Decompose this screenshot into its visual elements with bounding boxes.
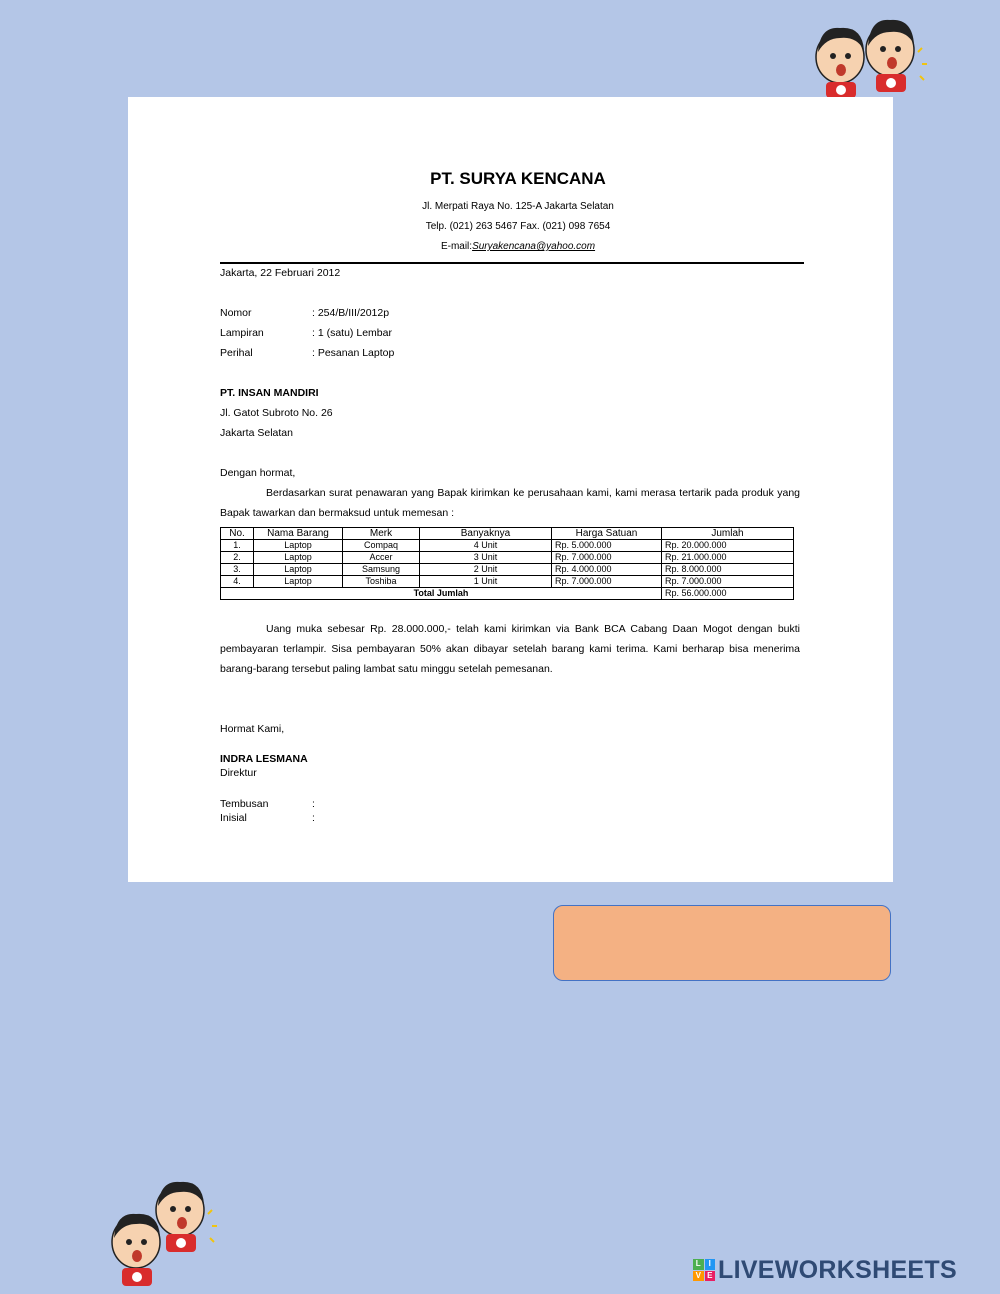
cell-brand: Toshiba — [343, 576, 420, 588]
place-date: Jakarta, 22 Februari 2012 — [220, 267, 341, 279]
cell-no: 1. — [221, 540, 254, 552]
meta-value: : 254/B/III/2012p — [312, 307, 390, 319]
recipient-street: Jl. Gatot Subroto No. 26 — [220, 407, 333, 419]
logo-letter: I — [705, 1259, 716, 1270]
meta-perihal — [220, 347, 394, 359]
footer-value: : — [312, 798, 315, 810]
cell-unit-price: Rp. 7.000.000 — [552, 576, 662, 588]
mascot-top-illustration — [808, 12, 938, 98]
liveworksheets-brand[interactable] — [693, 1255, 957, 1285]
table-row — [221, 552, 794, 564]
col-header: No. — [221, 528, 254, 540]
cell-amount: Rp. 7.000.000 — [662, 576, 794, 588]
col-header: Merk — [343, 528, 420, 540]
cell-item: Laptop — [254, 552, 343, 564]
col-header: Banyaknya — [420, 528, 552, 540]
meta-label: Nomor — [220, 307, 252, 319]
company-email-line — [128, 241, 893, 252]
email-link[interactable]: Suryakencana@yahoo.com — [472, 241, 596, 252]
meta-nomor — [220, 307, 389, 319]
total-value: Rp. 56.000.000 — [662, 588, 794, 600]
body-paragraph — [220, 619, 800, 679]
cell-unit-price: Rp. 5.000.000 — [552, 540, 662, 552]
table-row — [221, 564, 794, 576]
brand-name: LIVEWORKSHEETS — [718, 1255, 957, 1284]
footer-label: Tembusan — [220, 798, 269, 810]
email-label: E-mail: — [440, 241, 473, 252]
recipient-name: PT. INSAN MANDIRI — [220, 387, 319, 399]
mascot-bottom-illustration — [104, 1180, 234, 1290]
meta-lampiran — [220, 327, 392, 339]
intro-text: Berdasarkan surat penawaran yang Bapak kirimkan ke perusahaan kami, kami merasa tertarik pada produk yang Bapak tawarkan dan bermaksud untuk memesan : — [220, 487, 800, 519]
cell-amount: Rp. 21.000.000 — [662, 552, 794, 564]
cell-item: Laptop — [254, 564, 343, 576]
cell-brand: Samsung — [343, 564, 420, 576]
letterhead-divider — [220, 262, 804, 264]
footer-label: Inisial — [220, 812, 247, 824]
recipient-city: Jakarta Selatan — [220, 427, 293, 439]
table-row — [221, 576, 794, 588]
cell-amount: Rp. 20.000.000 — [662, 540, 794, 552]
meta-label: Perihal — [220, 347, 253, 359]
cell-amount: Rp. 8.000.000 — [662, 564, 794, 576]
intro-paragraph — [220, 483, 800, 523]
cell-no: 2. — [221, 552, 254, 564]
footer-tembusan — [220, 798, 315, 810]
order-table — [220, 527, 794, 600]
footer-inisial — [220, 812, 315, 824]
signer-title: Direktur — [220, 767, 257, 779]
cell-no: 4. — [221, 576, 254, 588]
logo-letter: E — [705, 1271, 716, 1282]
company-address: Jl. Merpati Raya No. 125-A Jakarta Selatan — [422, 201, 614, 212]
logo-letter: L — [693, 1259, 704, 1270]
logo-letter: V — [693, 1271, 704, 1282]
company-phone: Telp. (021) 263 5467 Fax. (021) 098 7654 — [425, 221, 611, 232]
table-header-row — [221, 528, 794, 540]
meta-value: : Pesanan Laptop — [312, 347, 395, 359]
liveworksheets-logo-icon — [693, 1259, 715, 1281]
cell-item: Laptop — [254, 540, 343, 552]
cell-qty: 2 Unit — [420, 564, 552, 576]
cell-unit-price: Rp. 7.000.000 — [552, 552, 662, 564]
table-total-row — [221, 588, 794, 600]
body-text: Uang muka sebesar Rp. 28.000.000,- telah kami kirimkan via Bank BCA Cabang Daan Mogot dengan bukti pembayaran terlampir. Sisa pembayaran 50% akan dibayar setelah barang kami terima. Kami berharap bisa menerima barang-barang tersebut paling lambat satu minggu setelah pemesanan. — [220, 623, 800, 675]
cell-qty: 4 Unit — [420, 540, 552, 552]
col-header: Jumlah — [662, 528, 794, 540]
cell-brand: Accer — [343, 552, 420, 564]
closing: Hormat Kami, — [220, 723, 285, 735]
cell-qty: 1 Unit — [420, 576, 552, 588]
footer-value: : — [312, 812, 315, 824]
cell-qty: 3 Unit — [420, 552, 552, 564]
signer-name: INDRA LESMANA — [220, 753, 308, 765]
cell-unit-price: Rp. 4.000.000 — [552, 564, 662, 576]
total-label: Total Jumlah — [221, 588, 662, 600]
greeting: Dengan hormat, — [220, 467, 296, 479]
col-header: Nama Barang — [254, 528, 343, 540]
letter-document — [128, 97, 893, 882]
cell-brand: Compaq — [343, 540, 420, 552]
cell-no: 3. — [221, 564, 254, 576]
table-row — [221, 540, 794, 552]
answer-input-box[interactable] — [553, 905, 891, 981]
col-header: Harga Satuan — [552, 528, 662, 540]
company-name: PT. SURYA KENCANA — [430, 169, 606, 188]
meta-value: : 1 (satu) Lembar — [312, 327, 392, 339]
cell-item: Laptop — [254, 576, 343, 588]
meta-label: Lampiran — [220, 327, 264, 339]
